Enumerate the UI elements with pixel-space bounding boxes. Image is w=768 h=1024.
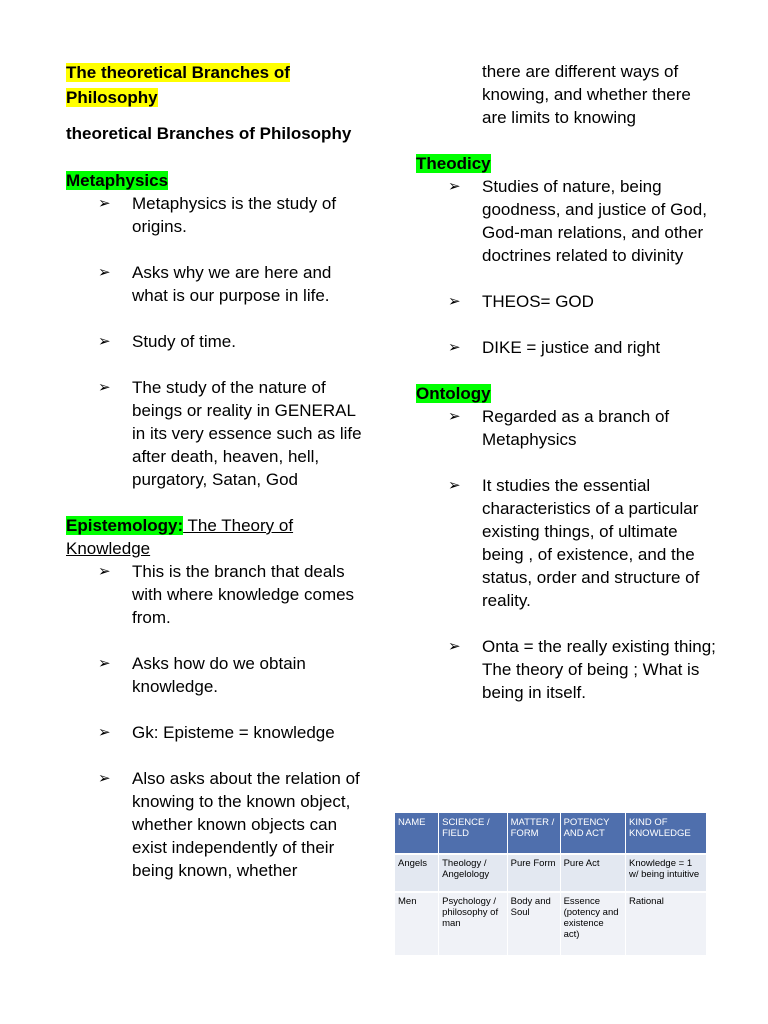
table-cell: Pure Act xyxy=(560,854,625,892)
list-item: ➢ THEOS= GOD xyxy=(448,292,594,311)
table-cell: Psychology / philosophy of man xyxy=(439,892,508,955)
right-column xyxy=(416,60,716,704)
list-item: ➢ This is the branch that deals with where knowledge comes from. xyxy=(98,562,355,627)
table-header-cell: NAME xyxy=(395,813,439,854)
arrow-bullet-icon: ➢ xyxy=(98,263,111,281)
list-item: ➢ Onta = the really existing thing; The theory of being ; What is being in itself. xyxy=(448,637,716,702)
arrow-bullet-icon: ➢ xyxy=(448,338,461,356)
table-header-cell: SCIENCE / FIELD xyxy=(439,813,508,854)
table-row xyxy=(395,854,707,892)
arrow-bullet-icon: ➢ xyxy=(448,476,461,494)
list-ontology xyxy=(416,405,716,704)
list-item: ➢ Asks why we are here and what is our purpose in life. xyxy=(98,263,332,305)
table-cell: Rational xyxy=(625,892,706,955)
table-cell: Pure Form xyxy=(507,854,560,892)
continued-text: there are different ways of knowing, and whether there are limits to knowing xyxy=(482,62,691,127)
table-header-cell: POTENCY AND ACT xyxy=(560,813,625,854)
list-item: ➢ Asks how do we obtain knowledge. xyxy=(98,654,306,696)
table-cell: Essence (potency and existence act) xyxy=(560,892,625,955)
arrow-bullet-icon: ➢ xyxy=(98,769,111,787)
heading-metaphysics: Metaphysics xyxy=(66,171,169,190)
table-cell: Angels xyxy=(395,854,439,892)
arrow-bullet-icon: ➢ xyxy=(98,378,111,396)
list-item: ➢ Regarded as a branch of Metaphysics xyxy=(448,407,670,449)
page-subtitle: theoretical Branches of Philosophy xyxy=(66,124,352,143)
arrow-bullet-icon: ➢ xyxy=(98,332,111,350)
list-epistemology xyxy=(66,560,366,882)
arrow-bullet-icon: ➢ xyxy=(98,723,111,741)
arrow-bullet-icon: ➢ xyxy=(448,637,461,655)
heading-theodicy: Theodicy xyxy=(416,154,491,173)
list-item: ➢ Gk: Episteme = knowledge xyxy=(98,723,335,742)
beings-table xyxy=(395,813,707,955)
list-theodicy xyxy=(416,175,716,359)
list-metaphysics xyxy=(66,192,366,491)
arrow-bullet-icon: ➢ xyxy=(98,654,111,672)
heading-ontology: Ontology xyxy=(416,384,491,403)
heading-epistemology: Epistemology: The Theory of Knowledge xyxy=(66,516,294,558)
table-cell: Body and Soul xyxy=(507,892,560,955)
list-item: ➢ Study of time. xyxy=(98,332,236,351)
list-item: ➢ It studies the essential characteristics of a particular existing things, of ultimate being , of existence, and the status, order and structure of reality. xyxy=(448,476,700,610)
table-cell: Knowledge = 1 w/ being intuitive xyxy=(625,854,706,892)
table-row xyxy=(395,892,707,955)
list-item: ➢ Studies of nature, being goodness, and justice of God, God-man relations, and other doctrines related to divinity xyxy=(448,177,707,265)
arrow-bullet-icon: ➢ xyxy=(448,177,461,195)
arrow-bullet-icon: ➢ xyxy=(98,562,111,580)
arrow-bullet-icon: ➢ xyxy=(448,407,461,425)
list-item: ➢ The study of the nature of beings or reality in GENERAL in its very essence such as life after death, heaven, hell, purgatory, Satan, God xyxy=(98,378,362,489)
arrow-bullet-icon: ➢ xyxy=(98,194,111,212)
table-cell: Men xyxy=(395,892,439,955)
page-title: The theoretical Branches of Philosophy xyxy=(66,63,290,107)
list-item: ➢ Metaphysics is the study of origins. xyxy=(98,194,337,236)
arrow-bullet-icon: ➢ xyxy=(448,292,461,310)
table-header-cell: MATTER / FORM xyxy=(507,813,560,854)
left-column xyxy=(66,60,366,882)
list-item: ➢ DIKE = justice and right xyxy=(448,338,661,357)
table-cell: Theology / Angelology xyxy=(439,854,508,892)
list-item: ➢ Also asks about the relation of knowing to the known object, whether known objects can exist independently of their being known, whether xyxy=(98,769,360,880)
table-header-row xyxy=(395,813,707,854)
table-header-cell: KIND OF KNOWLEDGE xyxy=(625,813,706,854)
